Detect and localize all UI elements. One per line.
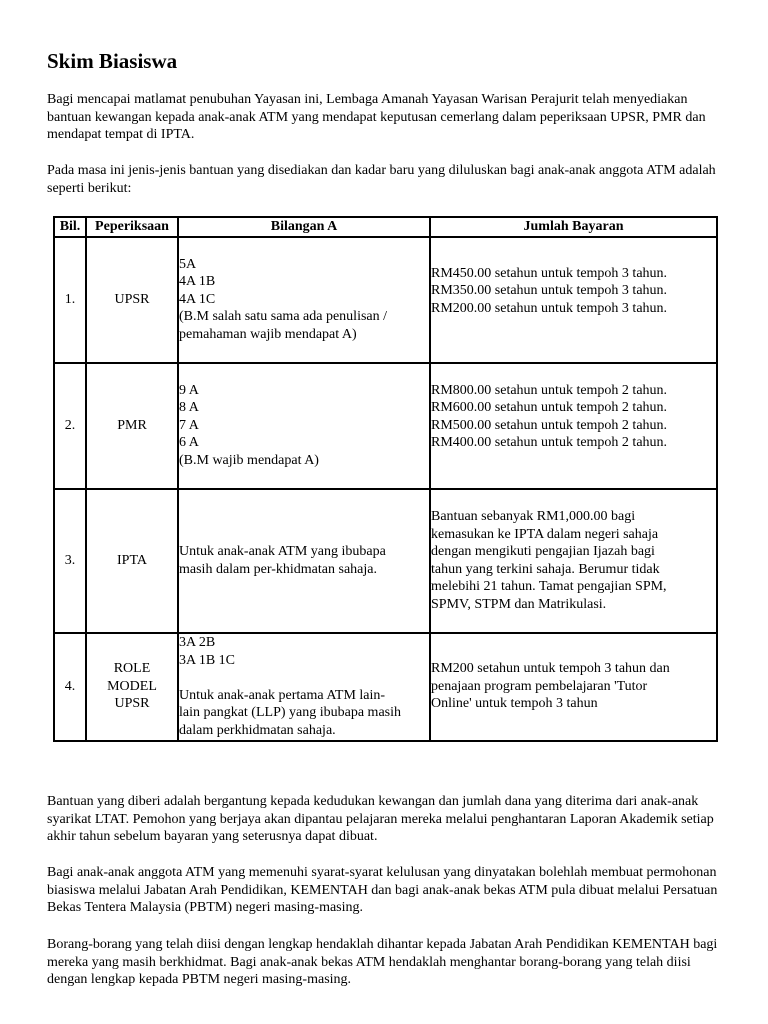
header-bilangan-a: Bilangan A [178, 217, 430, 237]
exam-name: UPSR [114, 696, 150, 712]
header-bil: Bil. [54, 217, 86, 237]
intro-paragraph-1: Bagi mencapai matlamat penubuhan Yayasan ini, Lembaga Amanah Yayasan Warisan Perajurit telah menyediakan bantuan kewangan kepada anak-anak ATM yang mendapat keputusan cemerlang dalam peperiksaan UPSR, PMR dan mendapat tempat di IPTA. [47, 92, 706, 142]
exam-name: UPSR [114, 291, 150, 307]
payment-line: RM400.00 setahun untuk tempoh 2 tahun. [431, 435, 668, 451]
grade-note: (B.M salah satu sama ada penulisan / [179, 309, 388, 325]
grade-line: 7 A [179, 417, 199, 433]
grade-line: 3A 2B [179, 635, 216, 650]
exam-cell [86, 633, 178, 741]
payment-line: RM600.00 setahun untuk tempoh 2 tahun. [431, 400, 668, 416]
grade-line: 5A [179, 256, 197, 272]
exam-cell [86, 363, 178, 489]
grade-note: (B.M wajib mendapat A) [179, 452, 319, 468]
payment-line: kemasukan ke IPTA dalam negeri sahaja [431, 526, 659, 542]
eligibility-line: lain pangkat (LLP) yang ibubapa masih [179, 705, 401, 720]
payment-cell [430, 633, 717, 741]
payment-line: tahun yang terkini sahaja. Berumur tidak [431, 561, 660, 577]
grade-line: 3A 1B 1C [179, 652, 236, 668]
payment-line: Online' untuk tempoh 3 tahun [431, 696, 598, 712]
eligibility-line: Untuk anak-anak ATM yang ibubapa [179, 544, 386, 559]
grades-cell [178, 237, 430, 363]
row-number: 4. [54, 633, 86, 741]
grade-line: 4A 1C [179, 291, 216, 307]
eligibility-line: masih dalam per-khidmatan sahaja. [179, 561, 377, 577]
payment-cell [430, 237, 717, 363]
header-jumlah-bayaran: Jumlah Bayaran [430, 217, 717, 237]
closing-paragraph-2: Bagi anak-anak anggota ATM yang memenuhi syarat-syarat kelulusan yang dinyatakan bolehlah membuat permohonan biasiswa melalui Jabatan Arah Pendidikan, KEMENTAH dan bagi anak-anak bekas ATM pula dibuat melalui Persatuan Bekas Tentera Malaysia (PBTM) negeri masing-masing. [47, 865, 718, 915]
payment-cell [430, 363, 717, 489]
exam-name: ROLE [113, 661, 151, 677]
payment-line: SPMV, STPM dan Matrikulasi. [431, 596, 607, 612]
closing-paragraph-1: Bantuan yang diberi adalah bergantung kepada kedudukan kewangan dan jumlah dana yang diterima dari anak-anak syarikat LTAT. Pemohon yang berjaya akan dipantau pelajaran mereka melalui penghantaran Laporan Akademik setiap akhir tahun sebelum bayaran yang seterusnya dapat dibuat. [47, 794, 714, 844]
payment-line: dengan mengikuti pengajian Ijazah bagi [431, 544, 655, 559]
grades-cell [178, 633, 430, 741]
payment-line: penajaan program pembelajaran 'Tutor [431, 678, 648, 694]
spacer [431, 452, 716, 470]
payment-line: RM800.00 setahun untuk tempoh 2 tahun. [431, 382, 668, 398]
grade-line: 8 A [179, 400, 199, 416]
payment-cell [430, 489, 717, 633]
header-peperiksaan: Peperiksaan [86, 217, 178, 237]
eligibility-line: Untuk anak-anak pertama ATM lain- [179, 687, 386, 703]
row-number: 2. [54, 363, 86, 489]
grades-cell [178, 363, 430, 489]
eligibility-line: dalam perkhidmatan sahaja. [179, 722, 336, 738]
table-row-role-model-upsr [54, 633, 717, 741]
exam-name: PMR [117, 417, 147, 433]
exam-cell [86, 489, 178, 633]
exam-name: MODEL [107, 678, 157, 694]
grade-line: 6 A [179, 435, 199, 451]
row-number: 3. [54, 489, 86, 633]
page-title: Skim Biasiswa [47, 49, 178, 73]
payment-line: RM200 setahun untuk tempoh 3 tahun dan [431, 661, 670, 677]
grade-line: 4A 1B [179, 274, 216, 290]
payment-line: RM350.00 setahun untuk tempoh 3 tahun. [431, 283, 668, 298]
exam-name: IPTA [117, 552, 147, 568]
payment-line: Bantuan sebanyak RM1,000.00 bagi [431, 509, 636, 524]
grade-line: 9 A [179, 382, 199, 398]
payment-line: RM500.00 setahun untuk tempoh 2 tahun. [431, 417, 668, 433]
grade-note: pemahaman wajib mendapat A) [179, 326, 357, 342]
table-row-ipta [54, 489, 717, 633]
exam-cell [86, 237, 178, 363]
scholarship-table [53, 216, 718, 742]
row-number: 1. [54, 237, 86, 363]
table-header-row [54, 217, 717, 237]
grades-cell [178, 489, 430, 633]
spacer [431, 317, 716, 335]
payment-line: RM200.00 setahun untuk tempoh 3 tahun. [431, 300, 668, 316]
payment-line: RM450.00 setahun untuk tempoh 3 tahun. [431, 265, 668, 281]
spacer [179, 669, 429, 687]
table-row-pmr [54, 363, 717, 489]
closing-paragraph-3: Borang-borang yang telah diisi dengan lengkap hendaklah dihantar kepada Jabatan Arah Pendidikan KEMENTAH bagi mereka yang masih berkhidmat. Bagi anak-anak bekas ATM hendaklah menghantar borang-borang yang telah diisi dengan lengkap kepada PBTM negeri masing-masing. [47, 937, 718, 987]
payment-line: melebihi 21 tahun. Tamat pengajian SPM, [431, 579, 667, 594]
table-row-upsr [54, 237, 717, 363]
intro-paragraph-2: Pada masa ini jenis-jenis bantuan yang disediakan dan kadar baru yang diluluskan bagi anak-anak anggota ATM adalah seperti berikut: [47, 163, 716, 196]
